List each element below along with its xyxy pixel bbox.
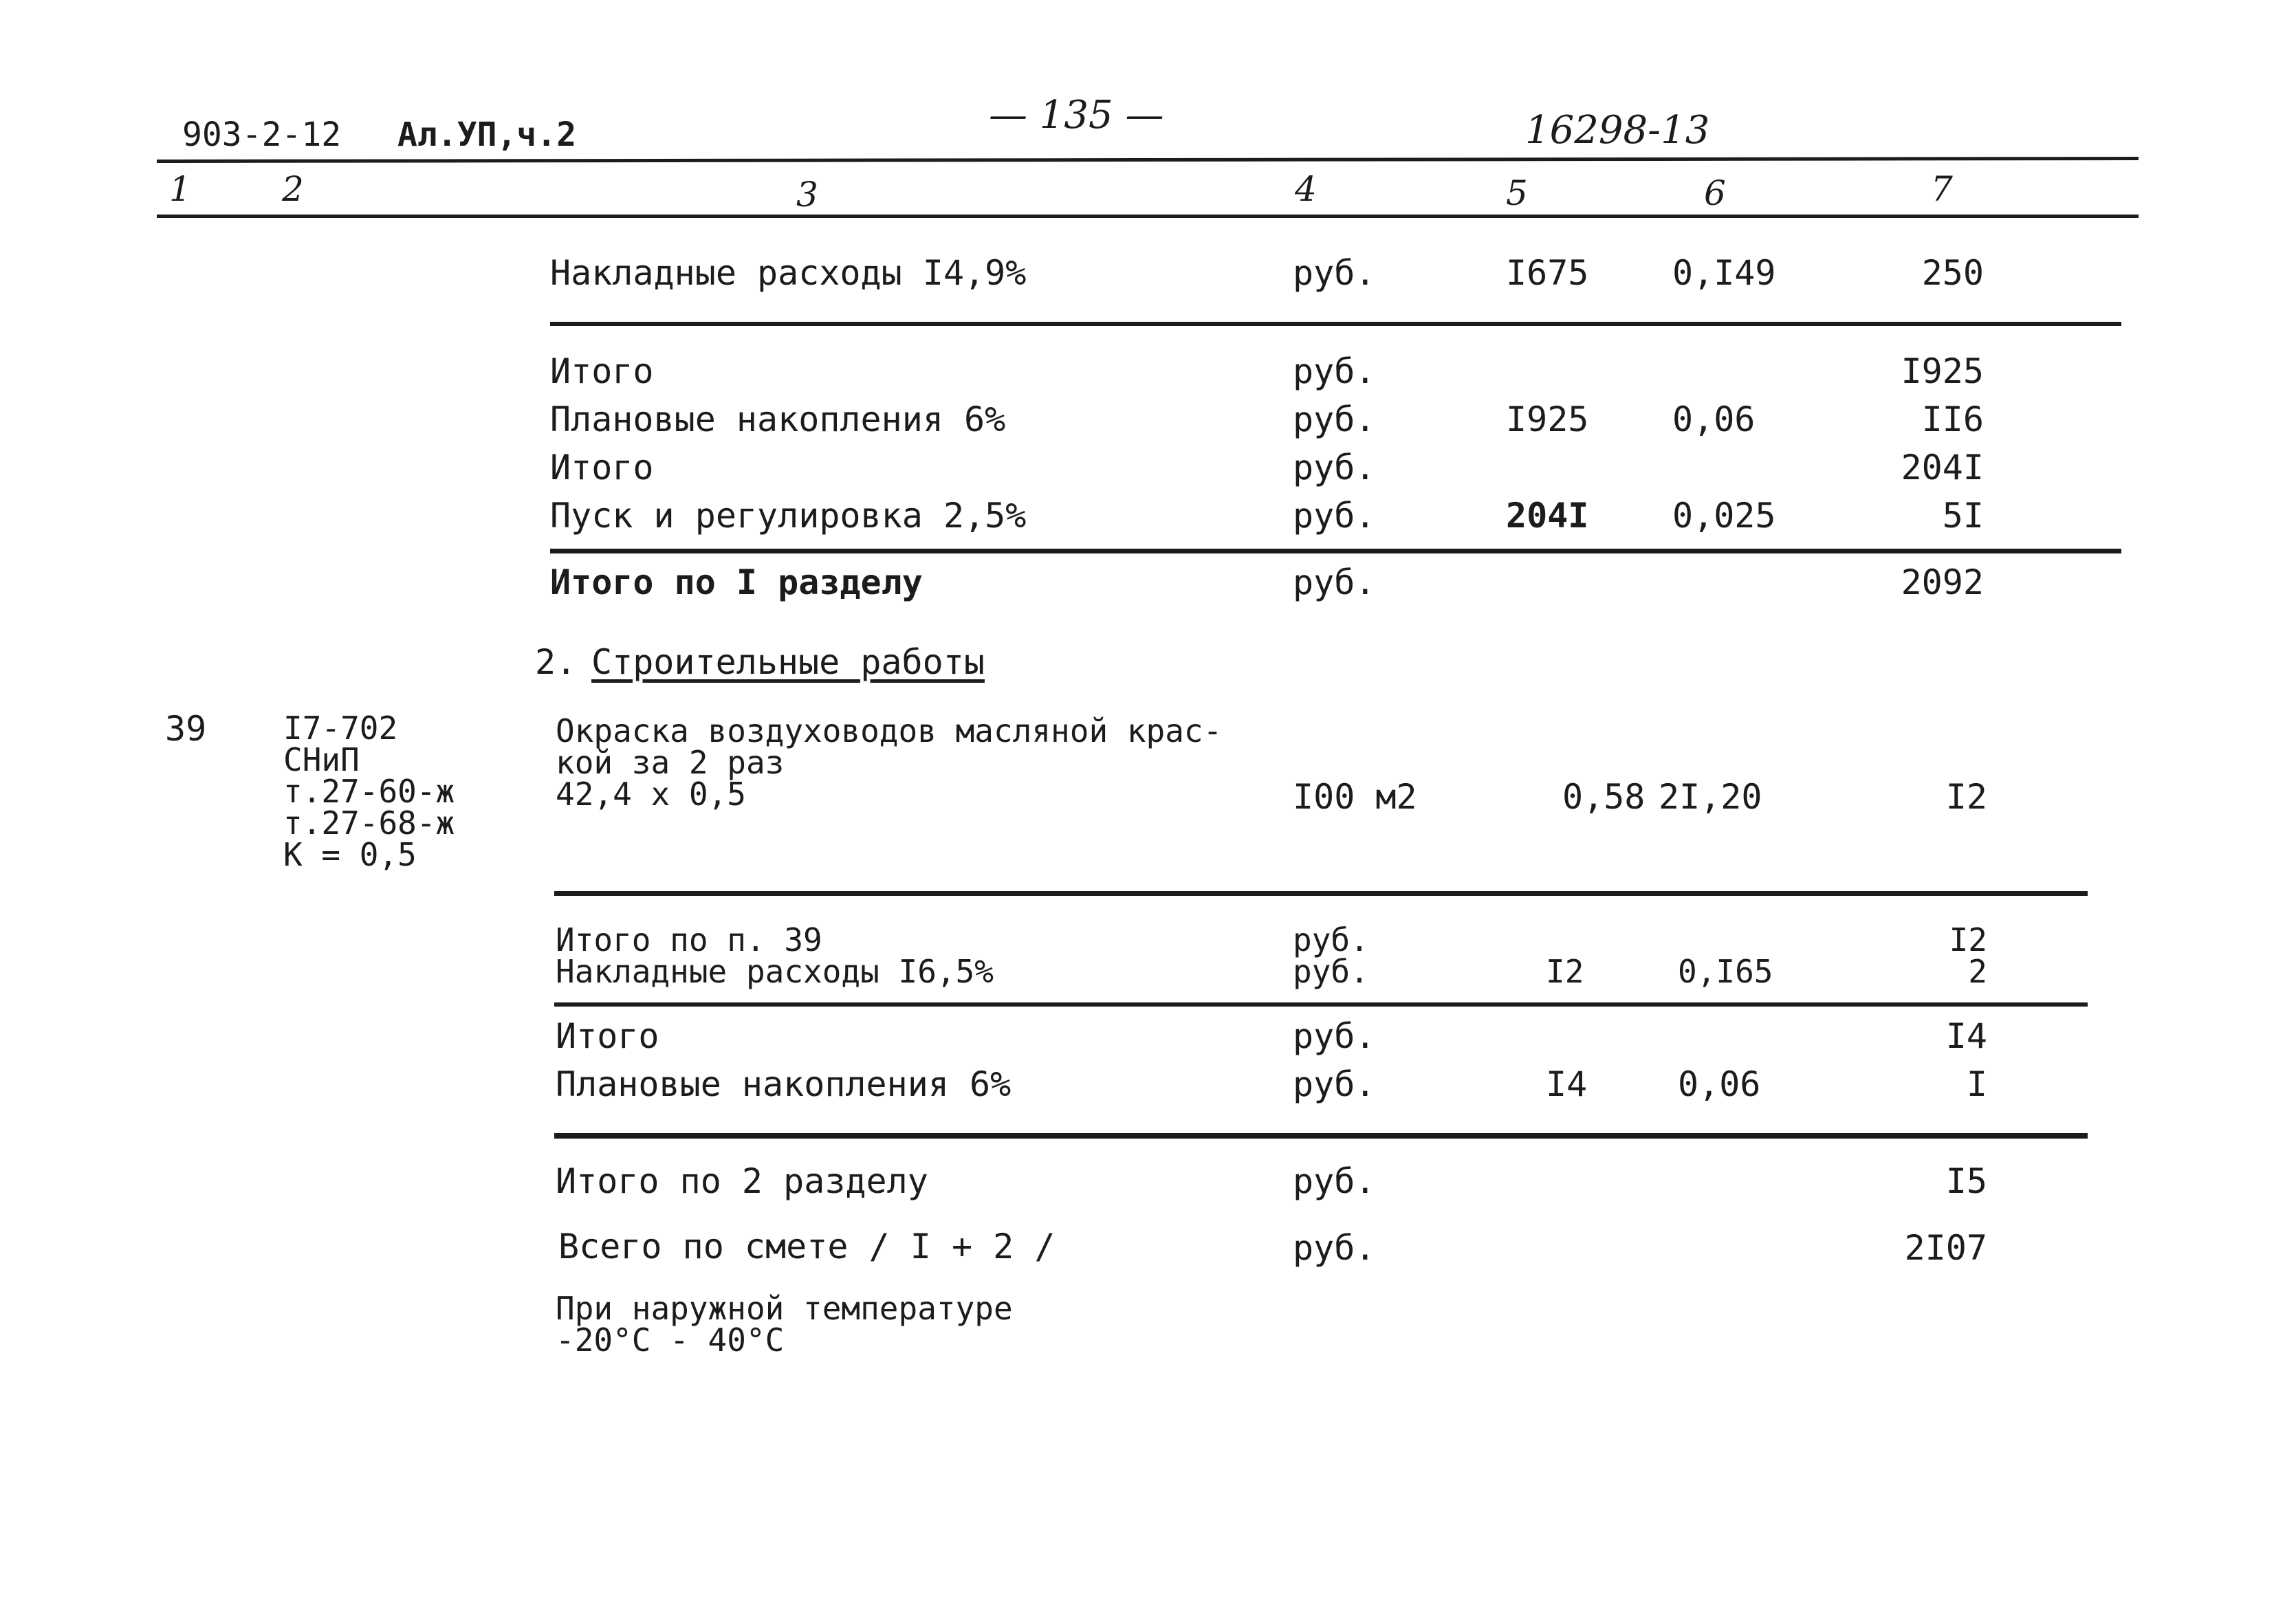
table-rule (554, 1133, 2088, 1139)
row-base: I925 (1506, 399, 1589, 439)
ref-line: т.27-68-ж (283, 804, 455, 842)
row-rate: 0,06 (1678, 1064, 1761, 1104)
row-unit: руб. (1293, 1161, 1376, 1201)
table-rule (550, 322, 2121, 326)
row-total: I (1966, 1064, 1987, 1104)
row-label: Плановые накопления 6% (550, 399, 1006, 439)
row-label: Накладные расходы I6,5% (556, 953, 994, 990)
section-title: Строительные работы (591, 642, 985, 682)
row-label: Итого по п. 39 (556, 921, 822, 958)
row-label: Итого по 2 разделу (556, 1161, 928, 1201)
col-number-2: 2 (282, 169, 304, 209)
col-number-5: 5 (1506, 173, 1528, 213)
row-unit: руб. (1293, 1016, 1376, 1056)
row-label: Итого (550, 448, 654, 487)
row-total: 2I07 (1904, 1228, 1987, 1268)
header-rule-bottom (157, 215, 2139, 218)
section-number: 2. (535, 642, 577, 682)
album-ref: Ал.УП,ч.2 (397, 116, 577, 154)
item-unit: I00 м2 (1293, 777, 1417, 817)
col-number-3: 3 (796, 175, 818, 215)
note-line: При наружной температуре (556, 1290, 1013, 1327)
item-number: 39 (165, 709, 207, 749)
ref-line: т.27-60-ж (283, 773, 455, 810)
item-total: I2 (1945, 777, 1987, 817)
desc-line: 42,4 х 0,5 (556, 776, 746, 813)
col-number-1: 1 (169, 169, 191, 209)
row-total: 5I (1942, 496, 1984, 536)
doc-code: 903-2-12 (182, 116, 342, 154)
table-rule (554, 891, 2088, 896)
row-label: Итого по I разделу (550, 562, 923, 602)
row-total: I4 (1945, 1016, 1987, 1056)
row-unit: руб. (1293, 253, 1376, 293)
page-number: — 135 — (989, 93, 1164, 138)
desc-line: Окраска воздуховодов масляной крас- (556, 712, 1223, 749)
row-label: Пуск и регулировка 2,5% (550, 496, 1027, 536)
col-number-6: 6 (1704, 173, 1726, 213)
col-number-4: 4 (1295, 169, 1317, 209)
col-number-7: 7 (1931, 169, 1953, 209)
ref-line: СНиП (283, 741, 360, 778)
row-label: Итого (550, 351, 654, 391)
doc-number: 16298-13 (1525, 108, 1710, 153)
row-rate: 0,025 (1672, 496, 1776, 536)
row-unit: руб. (1293, 399, 1376, 439)
row-total: I5 (1945, 1161, 1987, 1201)
row-rate: 0,I65 (1678, 953, 1773, 990)
row-label: Накладные расходы I4,9% (550, 253, 1027, 293)
row-total: 2 (1968, 953, 1987, 990)
row-unit: руб. (1293, 448, 1376, 487)
row-total: 250 (1921, 253, 1984, 293)
row-unit: руб. (1293, 351, 1376, 391)
row-base: 204I (1506, 496, 1589, 536)
row-unit: руб. (1293, 1228, 1376, 1268)
row-total: 2092 (1901, 562, 1984, 602)
table-rule (554, 1002, 2088, 1007)
row-unit: руб. (1293, 953, 1369, 990)
table-rule (550, 549, 2121, 553)
row-total: I925 (1901, 351, 1984, 391)
row-rate: 0,I49 (1672, 253, 1776, 293)
desc-line: кой за 2 раз (556, 744, 785, 781)
row-unit: руб. (1293, 562, 1376, 602)
item-quantity: 0,58 (1562, 777, 1646, 817)
header-rule-top (157, 157, 2139, 163)
row-unit: руб. (1293, 921, 1369, 958)
item-unit-price: 2I,20 (1659, 777, 1762, 817)
ref-line: К = 0,5 (283, 836, 417, 873)
row-base: I2 (1546, 953, 1584, 990)
row-unit: руб. (1293, 1064, 1376, 1104)
row-label: Плановые накопления 6% (556, 1064, 1012, 1104)
row-label: Всего по смете / I + 2 / (558, 1227, 1056, 1266)
row-base: I675 (1506, 253, 1589, 293)
row-rate: 0,06 (1672, 399, 1756, 439)
row-base: I4 (1546, 1064, 1588, 1104)
row-total: I2 (1949, 921, 1987, 958)
row-unit: руб. (1293, 496, 1376, 536)
row-total: II6 (1921, 399, 1984, 439)
ref-line: I7-702 (283, 710, 398, 747)
row-label: Итого (556, 1016, 659, 1056)
note-line: -20°С - 40°С (556, 1321, 785, 1359)
row-total: 204I (1901, 448, 1984, 487)
